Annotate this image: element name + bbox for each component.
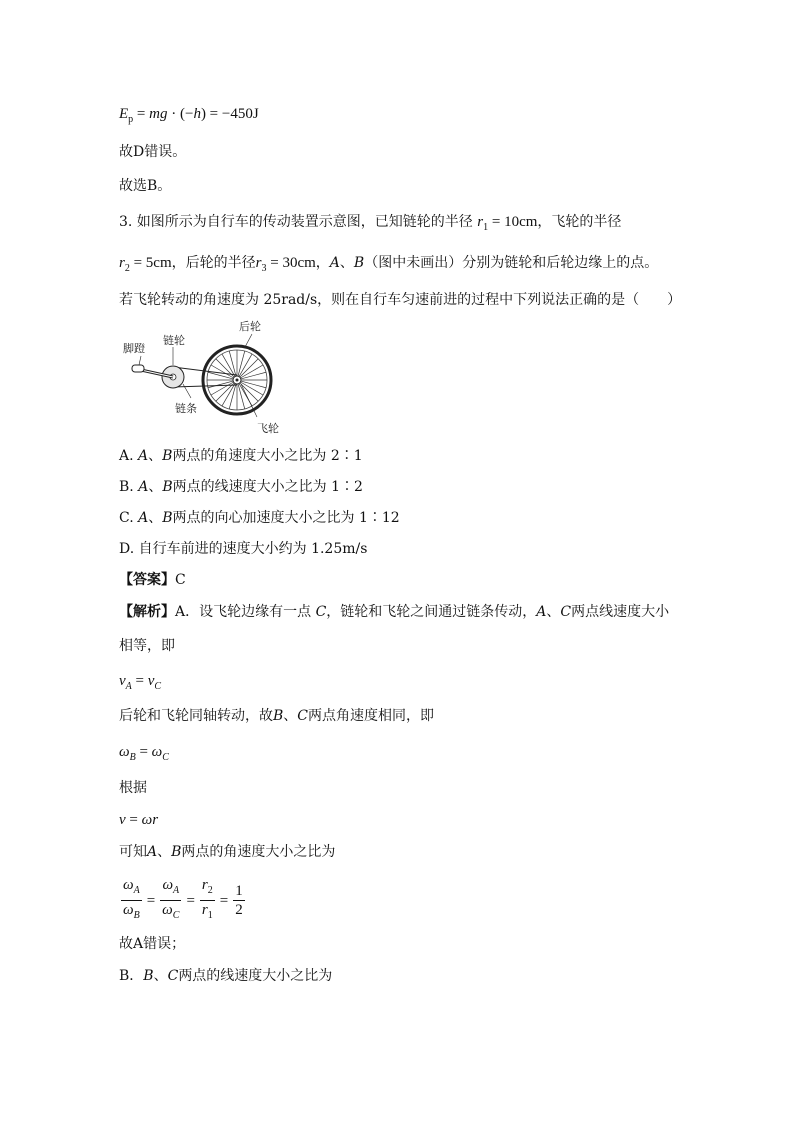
option-b: B. A、B两点的线速度大小之比为 1∶2 <box>119 479 363 495</box>
formula-v-eq-wr: v = ωr <box>119 812 159 828</box>
rear-wheel-drawing <box>203 346 271 414</box>
formula-wb-eq-wc: $\omega_B = \omega_C$ <box>119 744 169 763</box>
answer-value: C <box>175 572 186 588</box>
label-rear-wheel: 后轮 <box>239 320 261 333</box>
ep-formula: $E_p$ = mg · (−h) = −450J <box>119 106 259 125</box>
label-pedal: 脚蹬 <box>123 342 145 355</box>
question-3-line-3: 若飞轮转动的角速度为 25rad/s，则在自行车匀速前进的过程中下列说法正确的是（ ） <box>119 292 682 308</box>
conclusion-d-wrong: 故D错误。 <box>119 144 187 160</box>
label-chainring: 链轮 <box>163 334 185 347</box>
option-c: C. A、B两点的向心加速度大小之比为 1∶12 <box>119 510 400 526</box>
analysis-line-2: 相等，即 <box>119 638 175 654</box>
analysis-line-1: 【解析】A．设飞轮边缘有一点 C，链轮和飞轮之间通过链条传动，A、C两点线速度大小 <box>119 604 670 620</box>
question-3-line-2: $r_2 = 5cm$，后轮的半径$r_3 = 30cm$，A、B（图中未画出）分别为链轮和后轮边缘上的点。 <box>119 255 659 274</box>
label-flywheel: 飞轮 <box>257 422 279 435</box>
answer-line <box>119 570 186 590</box>
analysis-label: 【解析】 <box>119 604 175 620</box>
analysis-line-10: 故A错误； <box>119 936 186 952</box>
conclusion-choose-b: 故选B。 <box>119 178 172 194</box>
question-3-line-1: 3. 如图所示为自行车的传动装置示意图，已知链轮的半径 $r_1 = 10cm$，飞轮的半径 <box>119 214 622 233</box>
analysis-line-4: 后轮和飞轮同轴转动，故B、C两点角速度相同，即 <box>119 708 435 724</box>
formula-ratio-wa-wb: $\frac{\omega_A}{\omega_B}$ = $\frac{\omega_A}{\omega_C}$ = $\frac{r_2}{r_1}$ = $\frac{1}{2}$ <box>123 877 243 921</box>
label-chain: 链条 <box>175 402 197 415</box>
analysis-line-8: 可知A、B两点的角速度大小之比为 <box>119 844 336 860</box>
answer-label: 【答案】 <box>119 572 175 588</box>
option-a: A. A、B两点的角速度大小之比为 2∶1 <box>119 448 363 464</box>
analysis-line-6: 根据 <box>119 780 147 796</box>
option-d: D. 自行车前进的速度大小约为 1.25m/s <box>119 541 368 557</box>
bicycle-transmission-figure <box>119 320 289 440</box>
formula-va-eq-vc: $v_A = v_C$ <box>119 673 162 692</box>
analysis-line-11: B．B、C两点的线速度大小之比为 <box>119 968 333 984</box>
wheel-spoke <box>240 383 258 401</box>
wheel-spoke <box>240 359 258 377</box>
